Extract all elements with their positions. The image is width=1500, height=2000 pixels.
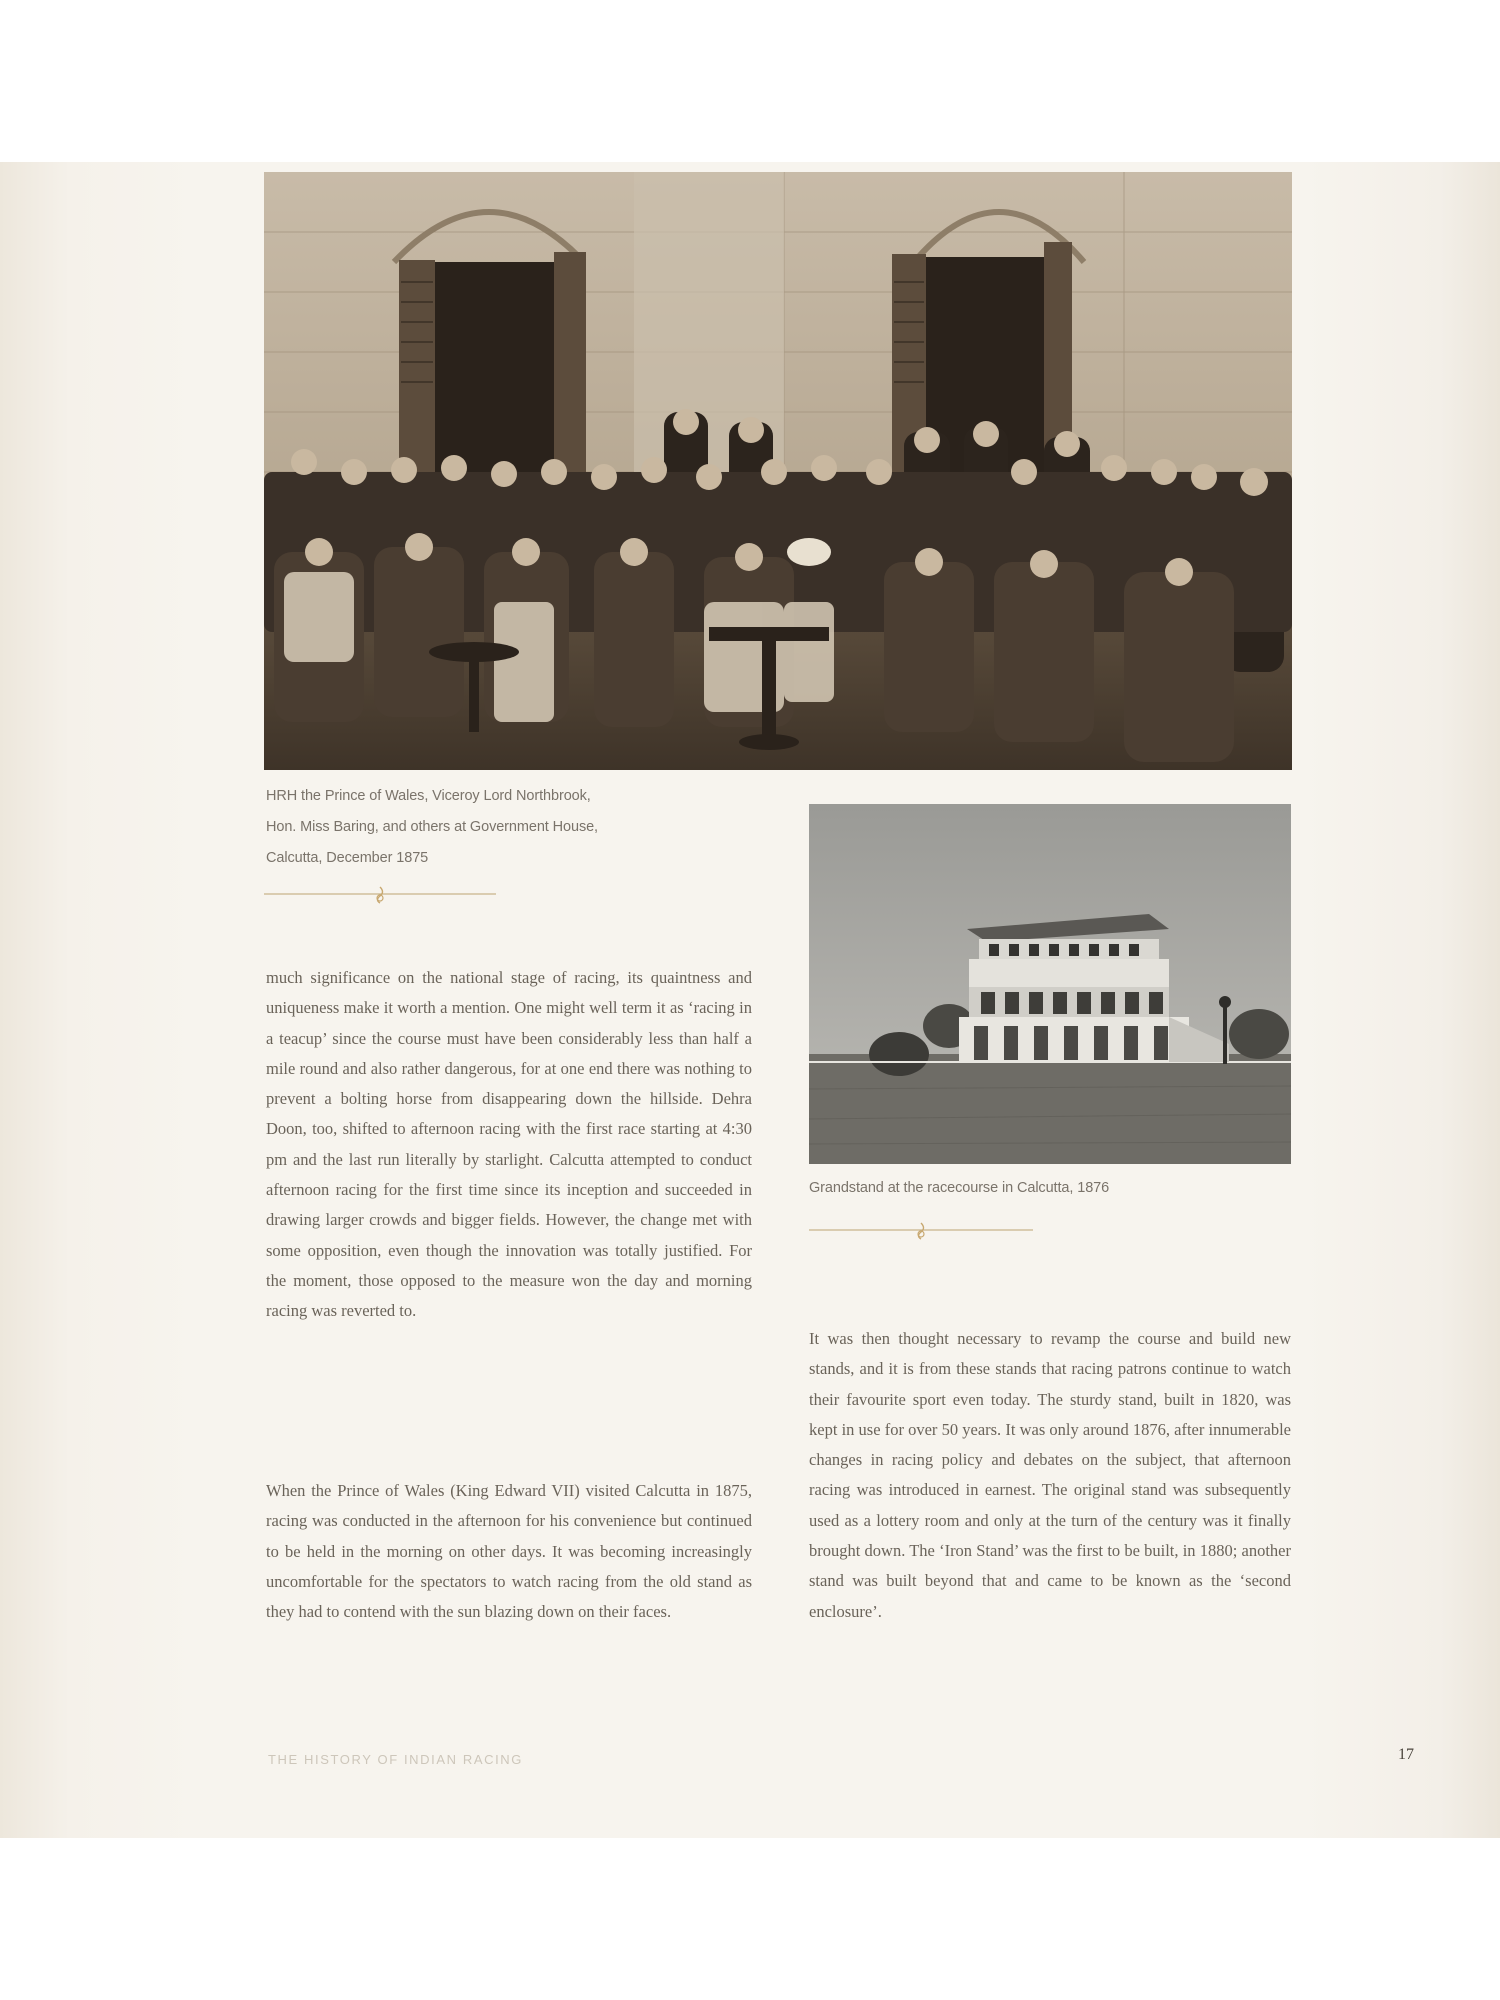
left-paragraph-1: much significance on the national stage of racing, its quaintness and uniqueness make it worth a mention. One might well term it as ‘racing in a teacup’ since the course must have been considerably less than half a mile round and also rather dangerous, for at one end there was nothing to prevent a bolting horse from disappearing down the hillside. Dehra Doon, too, shifted to afternoon racing with the first race starting at 4:30 pm and the last run literally by starlight. Calcutta attempted to conduct afternoon racing for the first time since its inception and succeeded in drawing larger crowds and bigger fields. However, the change met with some opposition, even though the innovation was totally justified. For the moment, those opposed to the measure won the day and morning racing was reverted to. <box>266 968 752 1321</box>
group-portrait-photo <box>264 172 1292 770</box>
page-number: 17 <box>1398 1746 1414 1763</box>
portrait-caption <box>266 781 686 874</box>
portrait-caption-line: Calcutta, December 1875 <box>266 850 429 866</box>
grandstand-photo <box>809 804 1291 1164</box>
grandstand-caption: Grandstand at the racecourse in Calcutta, 1876 <box>809 1180 1110 1196</box>
left-paragraph-2: When the Prince of Wales (King Edward VII) visited Calcutta in 1875, racing was conducted in the afternoon for his convenience but continued to be held in the morning on other days. It was becoming increasingly uncomfortable for the spectators to watch racing from the old stand as they had to contend with the sun blazing down on their faces. <box>266 1481 752 1622</box>
divider-ornament <box>264 884 496 904</box>
running-footer-title: THE HISTORY OF INDIAN RACING <box>268 1752 523 1767</box>
right-paragraph-1: It was then thought necessary to revamp the course and build new stands, and it is from these stands that racing patrons continue to watch their favourite sport even today. The sturdy stand, built in 1820, was kept in use for over 50 years. It was only around 1876, after innumerable changes in racing policy and debates on the subject, that afternoon racing was introduced in earnest. The original stand was subsequently used as a lottery room and only at the turn of the century was it finally brought down. The ‘Iron Stand’ was the first to be built, in 1880; another stand was built beyond that and came to be known as the ‘second enclosure’. <box>809 1329 1291 1621</box>
portrait-caption-line: Hon. Miss Baring, and others at Government House, <box>266 819 598 835</box>
divider-ornament <box>809 1220 1033 1240</box>
portrait-caption-line: HRH the Prince of Wales, Viceroy Lord Northbrook, <box>266 788 591 804</box>
